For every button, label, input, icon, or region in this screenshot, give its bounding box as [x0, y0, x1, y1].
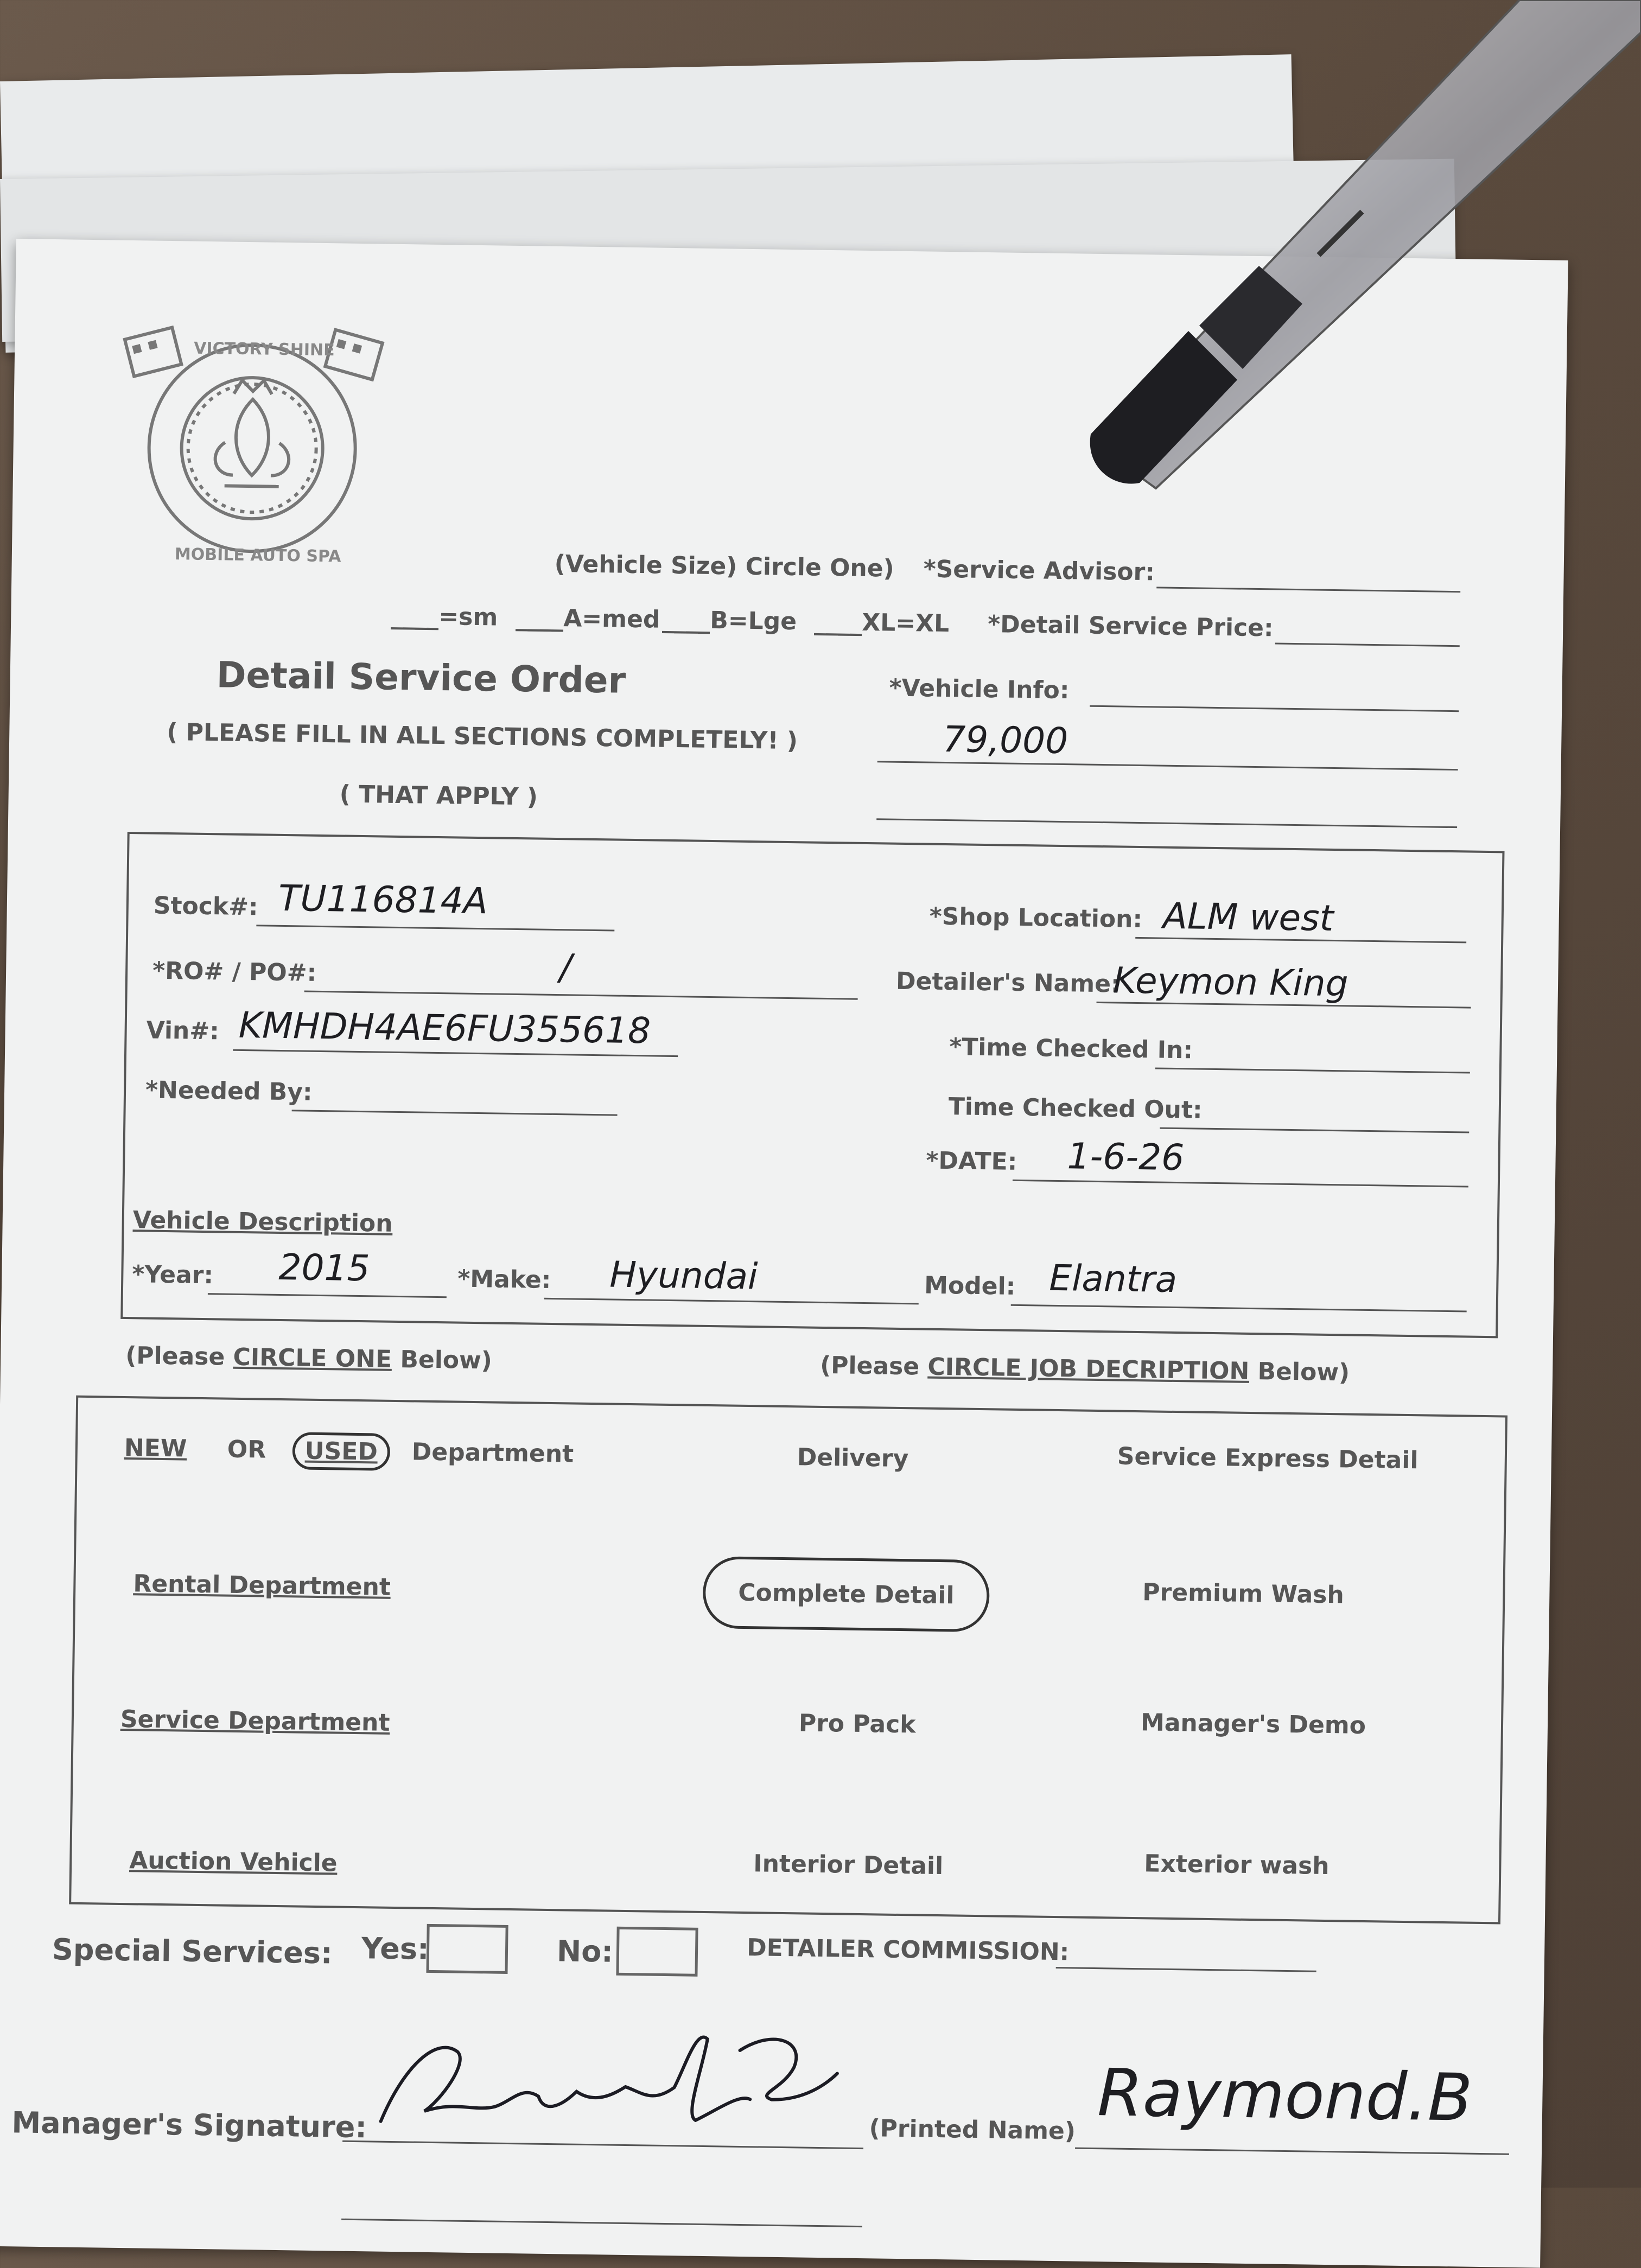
vehicle-info-field[interactable]	[1090, 705, 1459, 712]
extra-footer-line[interactable]	[341, 2219, 862, 2227]
size-xl[interactable]: ____XL=XL	[813, 608, 950, 638]
printed-name-label: (Printed Name)	[869, 2114, 1076, 2145]
model-label: Model:	[924, 1271, 1016, 1301]
option-service-express[interactable]: Service Express Detail	[1117, 1442, 1419, 1475]
detailer-name-value: Keymon King	[1112, 959, 1349, 1005]
detailer-commission-field[interactable]	[1056, 1967, 1316, 1972]
option-managers-demo[interactable]: Manager's Demo	[1140, 1709, 1366, 1740]
detailer-commission-label: DETAILER COMMISSION:	[746, 1934, 1070, 1966]
ballpoint-pen	[1058, 0, 1641, 510]
vehicle-info-line-3[interactable]	[876, 818, 1457, 828]
option-service-department[interactable]: Service Department	[120, 1705, 390, 1737]
detail-service-order-form	[0, 239, 1568, 2268]
special-no-label: No:	[556, 1934, 614, 1969]
option-rental-department[interactable]: Rental Department	[133, 1570, 391, 1601]
option-exterior-wash[interactable]: Exterior wash	[1144, 1850, 1330, 1881]
option-pro-pack[interactable]: Pro Pack	[798, 1709, 916, 1739]
vehicle-info-line-2[interactable]	[877, 761, 1458, 770]
vehicle-description-heading: Vehicle Description	[132, 1206, 393, 1238]
option-delivery[interactable]: Delivery	[797, 1443, 909, 1473]
logo-text-top: VICTORY SHINE	[193, 339, 335, 360]
form-title: Detail Service Order	[216, 654, 626, 702]
vehicle-info-mileage: 79,000	[942, 718, 1068, 762]
detail-price-field[interactable]	[1275, 642, 1460, 647]
vehicle-size-label: (Vehicle Size) Circle One)	[554, 550, 895, 583]
date-label: *DATE:	[926, 1146, 1017, 1176]
logo-text-bottom: MOBILE AUTO SPA	[174, 545, 341, 566]
printed-name-value: Raymond.B	[1097, 2055, 1473, 2136]
special-no-checkbox[interactable]	[616, 1927, 698, 1977]
special-yes-checkbox[interactable]	[426, 1924, 508, 1974]
instruction-apply: ( THAT APPLY )	[339, 780, 538, 811]
circle-job-instruction: (Please CIRCLE JOB DECRIPTION Below)	[819, 1351, 1350, 1387]
stock-value: TU116814A	[278, 877, 488, 922]
vin-label: Vin#:	[146, 1016, 220, 1046]
circle-one-instruction: (Please CIRCLE ONE Below)	[125, 1342, 493, 1375]
make-value: Hyundai	[609, 1253, 758, 1298]
needed-by-label: *Needed By:	[145, 1076, 313, 1106]
make-label: *Make:	[457, 1265, 551, 1294]
vin-value: KMHDH4AE6FU355618	[238, 1004, 651, 1052]
special-yes-label: Yes:	[361, 1931, 430, 1966]
date-value: 1-6-26	[1067, 1135, 1185, 1179]
service-advisor-label: *Service Advisor:	[923, 555, 1155, 587]
detailer-name-label: Detailer's Name:	[895, 967, 1121, 998]
stock-label: Stock#:	[153, 891, 258, 921]
option-auction-vehicle[interactable]: Auction Vehicle	[129, 1846, 338, 1877]
option-new[interactable]: NEW	[124, 1434, 187, 1463]
year-value: 2015	[278, 1246, 371, 1290]
time-out-label: Time Checked Out:	[948, 1093, 1203, 1124]
instruction-fill: ( PLEASE FILL IN ALL SECTIONS COMPLETELY! )	[166, 718, 798, 755]
shop-location-value: ALM west	[1162, 895, 1334, 940]
ro-po-label: *RO# / PO#:	[152, 957, 317, 987]
option-complete-detail-circled[interactable]: Complete Detail	[702, 1556, 990, 1632]
service-advisor-field[interactable]	[1156, 587, 1460, 593]
size-lge[interactable]: ____B=Lge	[662, 606, 797, 636]
job-options-box	[69, 1396, 1508, 1925]
special-services-label: Special Services:	[52, 1932, 333, 1971]
manager-signature	[359, 2002, 882, 2161]
option-department: Department	[411, 1438, 574, 1468]
option-or: OR	[227, 1435, 266, 1464]
printed-name-field[interactable]	[1075, 2148, 1509, 2155]
shop-location-label: *Shop Location:	[929, 902, 1143, 934]
size-sm[interactable]: ____=sm	[391, 602, 498, 632]
manager-signature-label: Manager's Signature:	[11, 2105, 367, 2145]
vehicle-info-label: *Vehicle Info:	[889, 674, 1070, 705]
time-in-label: *Time Checked In:	[949, 1033, 1193, 1065]
option-used-circled[interactable]: USED	[292, 1432, 390, 1471]
model-value: Elantra	[1048, 1257, 1178, 1301]
option-interior-detail[interactable]: Interior Detail	[753, 1850, 944, 1881]
year-label: *Year:	[132, 1260, 214, 1290]
detail-price-label: *Detail Service Price:	[987, 610, 1274, 642]
ro-po-value: /	[559, 946, 573, 989]
option-premium-wash[interactable]: Premium Wash	[1142, 1578, 1345, 1609]
size-med[interactable]: ____A=med	[515, 603, 660, 634]
